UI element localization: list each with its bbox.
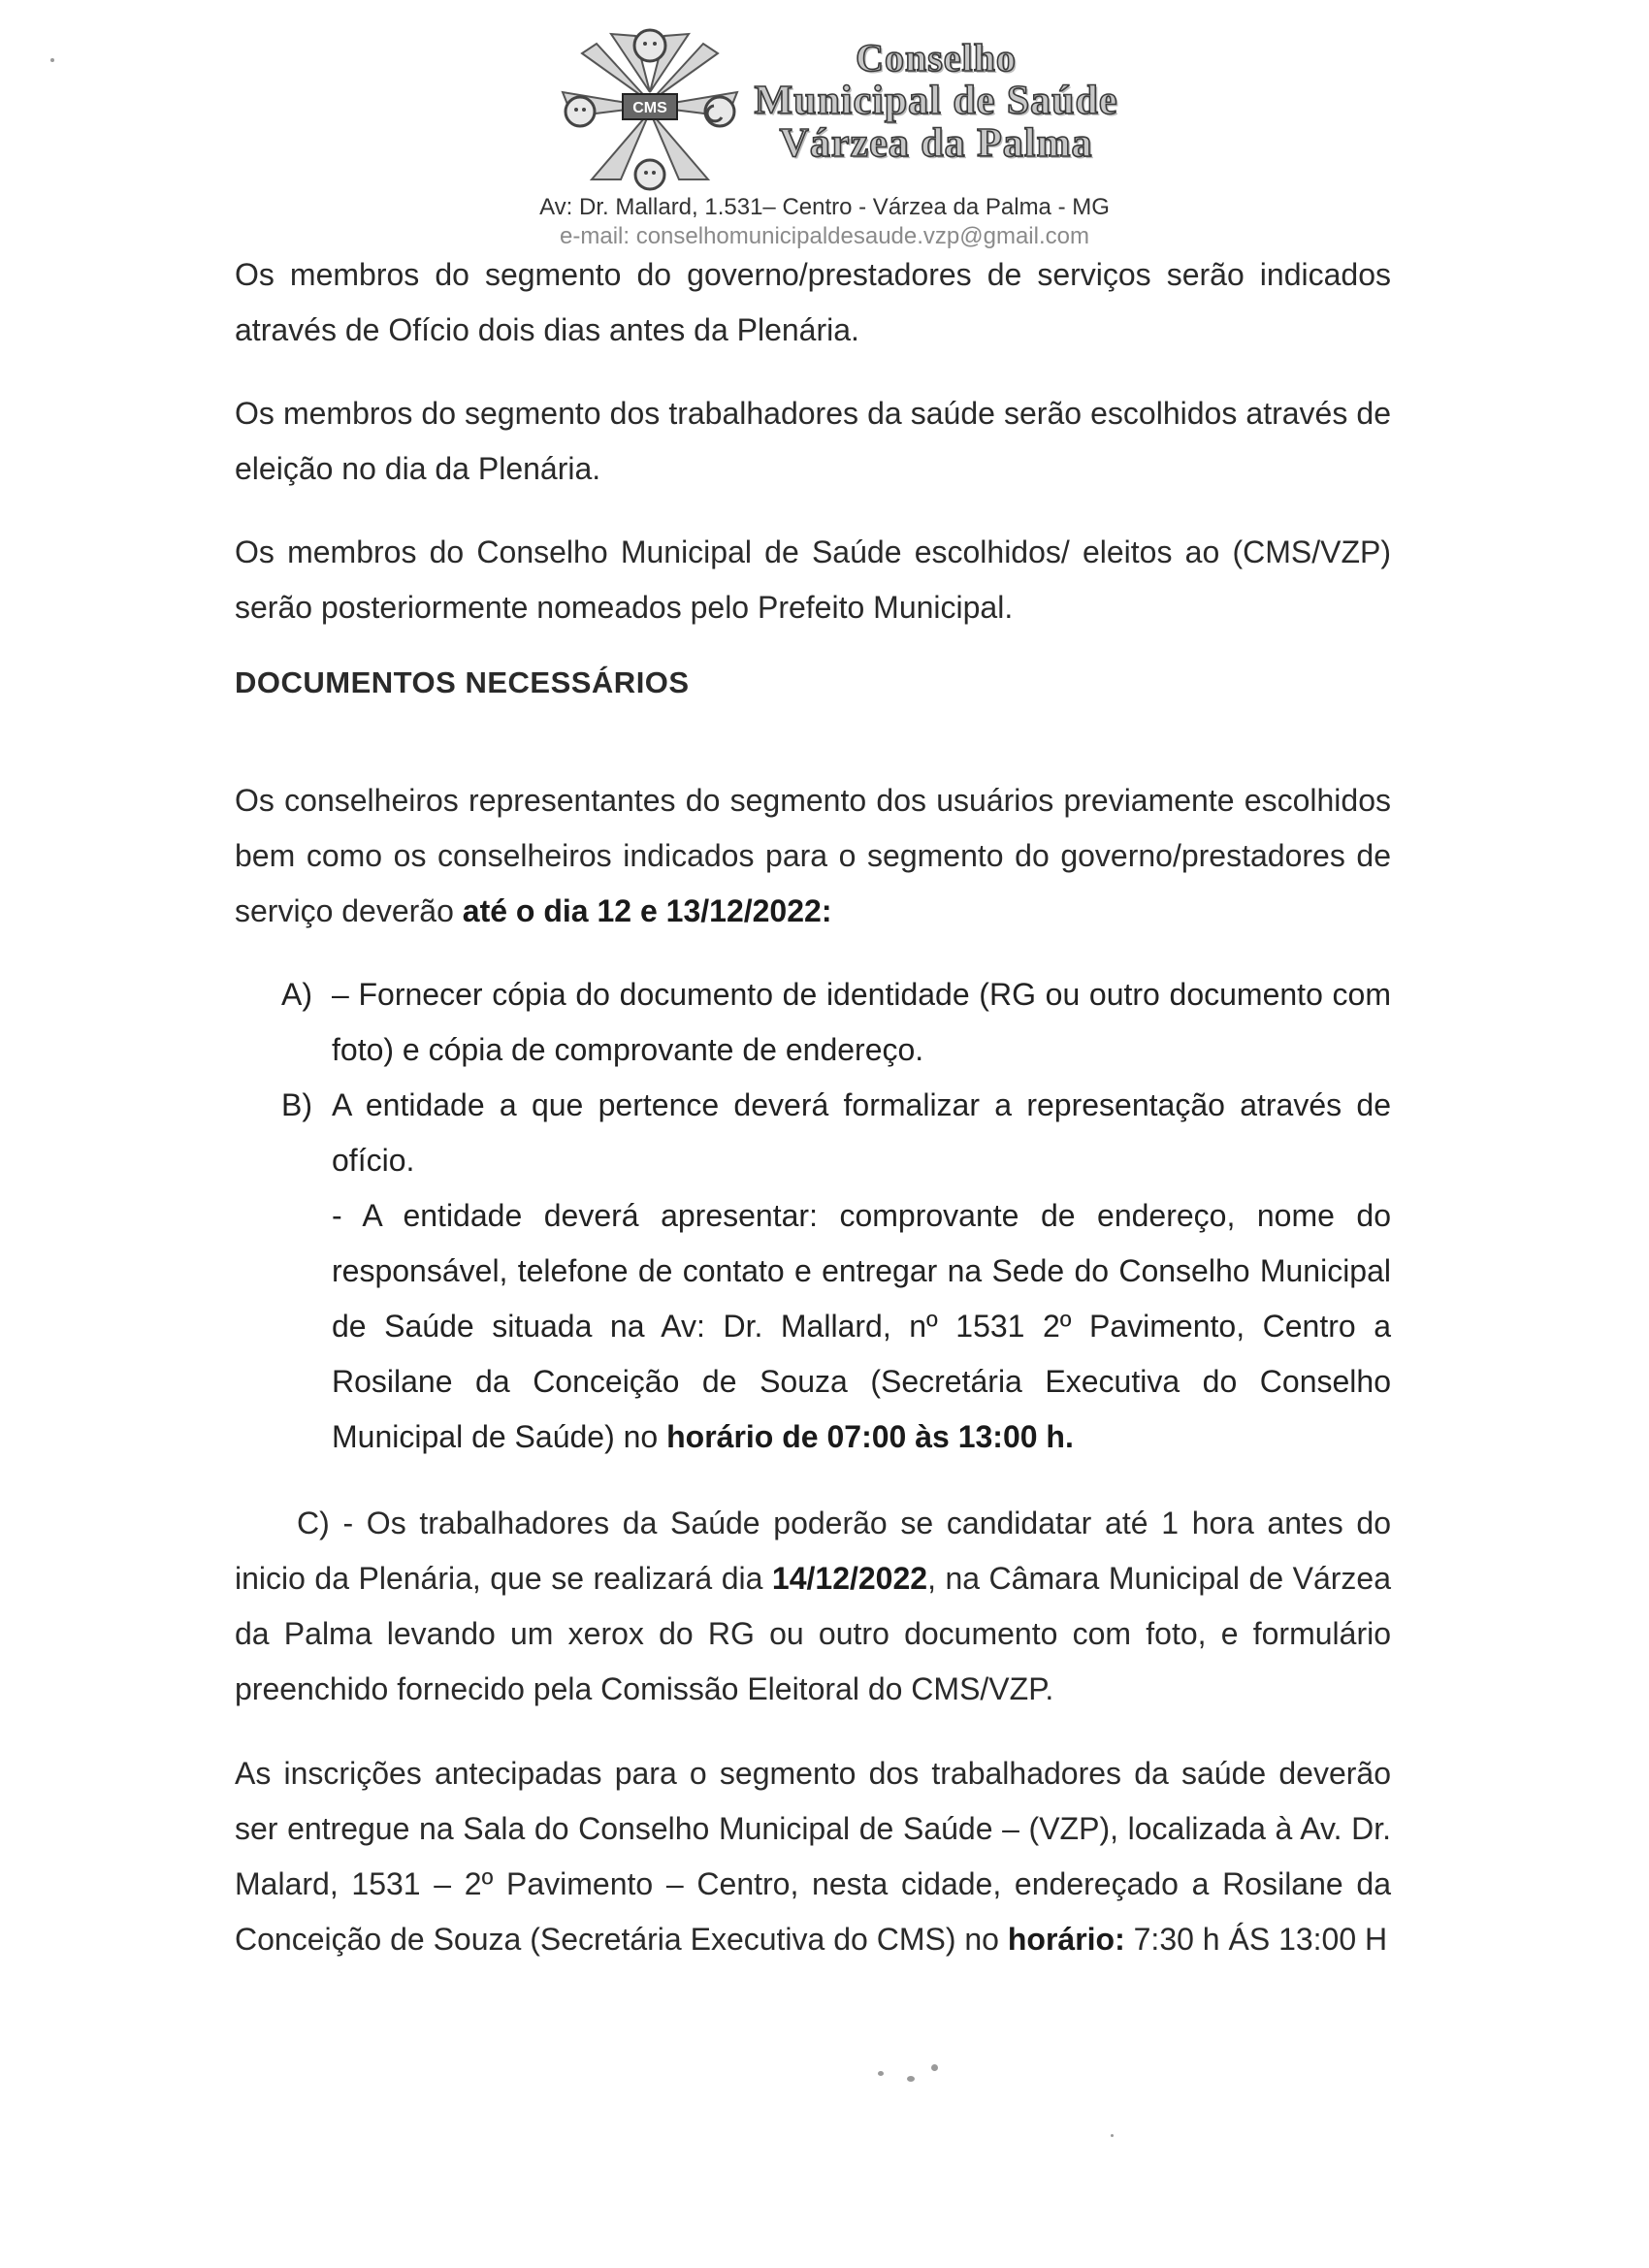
- office-hours: horário de 07:00 às 13:00 h.: [666, 1419, 1074, 1454]
- scan-speck: [50, 58, 54, 62]
- registration-text: As inscrições antecipadas para o segmento dos trabalhadores da saúde deverão ser entregue na Sala do Conselho Municipal de Saúde – (VZP), localizada à Av. Dr. Malard, 1531 – 2º Pavimento – Centro, nesta cidade, endereçado a Rosilane da Conceição de Souza (Secretária Executiva do CMS) no: [235, 1756, 1391, 1957]
- scan-speck: [1111, 2134, 1114, 2137]
- scan-speck: [907, 2076, 915, 2082]
- entity-requirements-text: - A entidade deverá apresentar: comprovante de endereço, nome do responsável, telefone de contato e entregar na Sede do Conselho Municipal de Saúde situada na Av: Dr. Mallard, nº 1531 2º Pavimento, Centro a Rosilane da Conceição de Souza (Secretária Executiva do Conselho Municipal de Saúde) no: [332, 1198, 1391, 1454]
- paragraph-early-registration: [235, 1746, 1391, 1967]
- candidacy-text: C) - Os trabalhadores da Saúde poderão se candidatar até 1 hora antes do inicio da Plenária, que se realizará dia: [235, 1506, 1391, 1596]
- letterhead-email: e-mail: conselhomunicipaldesaude.vzp@gmail.com: [560, 223, 1089, 249]
- list-marker-a: A): [281, 977, 312, 1012]
- plenary-date: 14/12/2022: [771, 1561, 928, 1596]
- logo-badge-text: CMS: [632, 100, 667, 116]
- list-item-a: [281, 967, 1391, 1078]
- candidacy-text-continued: , na Câmara Municipal de Várzea da Palma levando um xerox do RG ou outro documento com foto, e formulário preenchido fornecido pela Comissão Eleitoral do CMS/VZP.: [235, 1561, 1392, 1706]
- cms-logo: [553, 24, 747, 194]
- scan-speck: [878, 2071, 884, 2076]
- paragraph-required-documents: [235, 773, 1391, 939]
- paragraph-appointment: Os membros do Conselho Municipal de Saúde escolhidos/ eleitos ao (CMS/VZP) serão posteriormente nomeados pelo Prefeito Municipal.: [235, 535, 1391, 625]
- paragraph-health-workers: Os membros do segmento dos trabalhadores da saúde serão escolhidos através de eleição no dia da Plenária.: [235, 396, 1391, 486]
- paragraph-candidacy: [235, 1496, 1391, 1717]
- paragraph-government-members: Os membros do segmento do governo/prestadores de serviços serão indicados através de Ofício dois dias antes da Plenária.: [235, 257, 1391, 347]
- council-name: [723, 37, 1149, 165]
- list-text-a: – Fornecer cópia do documento de identidade (RG ou outro documento com foto) e cópia de comprovante de endereço.: [332, 977, 1391, 1067]
- required-documents-text: Os conselheiros representantes do segmento dos usuários previamente escolhidos bem como os conselheiros indicados para o segmento do governo/prestadores de serviço deverão: [235, 783, 1391, 928]
- list-text-b-sub: [332, 1188, 1391, 1465]
- council-name-line2: Municipal de Saúde: [754, 79, 1118, 123]
- registration-hours: 7:30 h ÁS 13:00 H: [1124, 1922, 1388, 1957]
- council-name-line1: Conselho: [856, 36, 1017, 80]
- scan-speck: [931, 2064, 938, 2071]
- registration-hours-label: horário:: [1007, 1922, 1125, 1957]
- council-name-line3: Várzea da Palma: [779, 121, 1093, 166]
- deadline-date: até o dia 12 e 13/12/2022:: [462, 893, 832, 928]
- section-heading: DOCUMENTOS NECESSÁRIOS: [235, 665, 690, 699]
- letterhead-address: Av: Dr. Mallard, 1.531– Centro - Várzea da Palma - MG: [539, 194, 1110, 220]
- list-marker-b: B): [281, 1087, 312, 1122]
- list-item-b: [281, 1078, 1391, 1465]
- list-text-b: A entidade a que pertence deverá formalizar a representação através de ofício.: [332, 1087, 1391, 1178]
